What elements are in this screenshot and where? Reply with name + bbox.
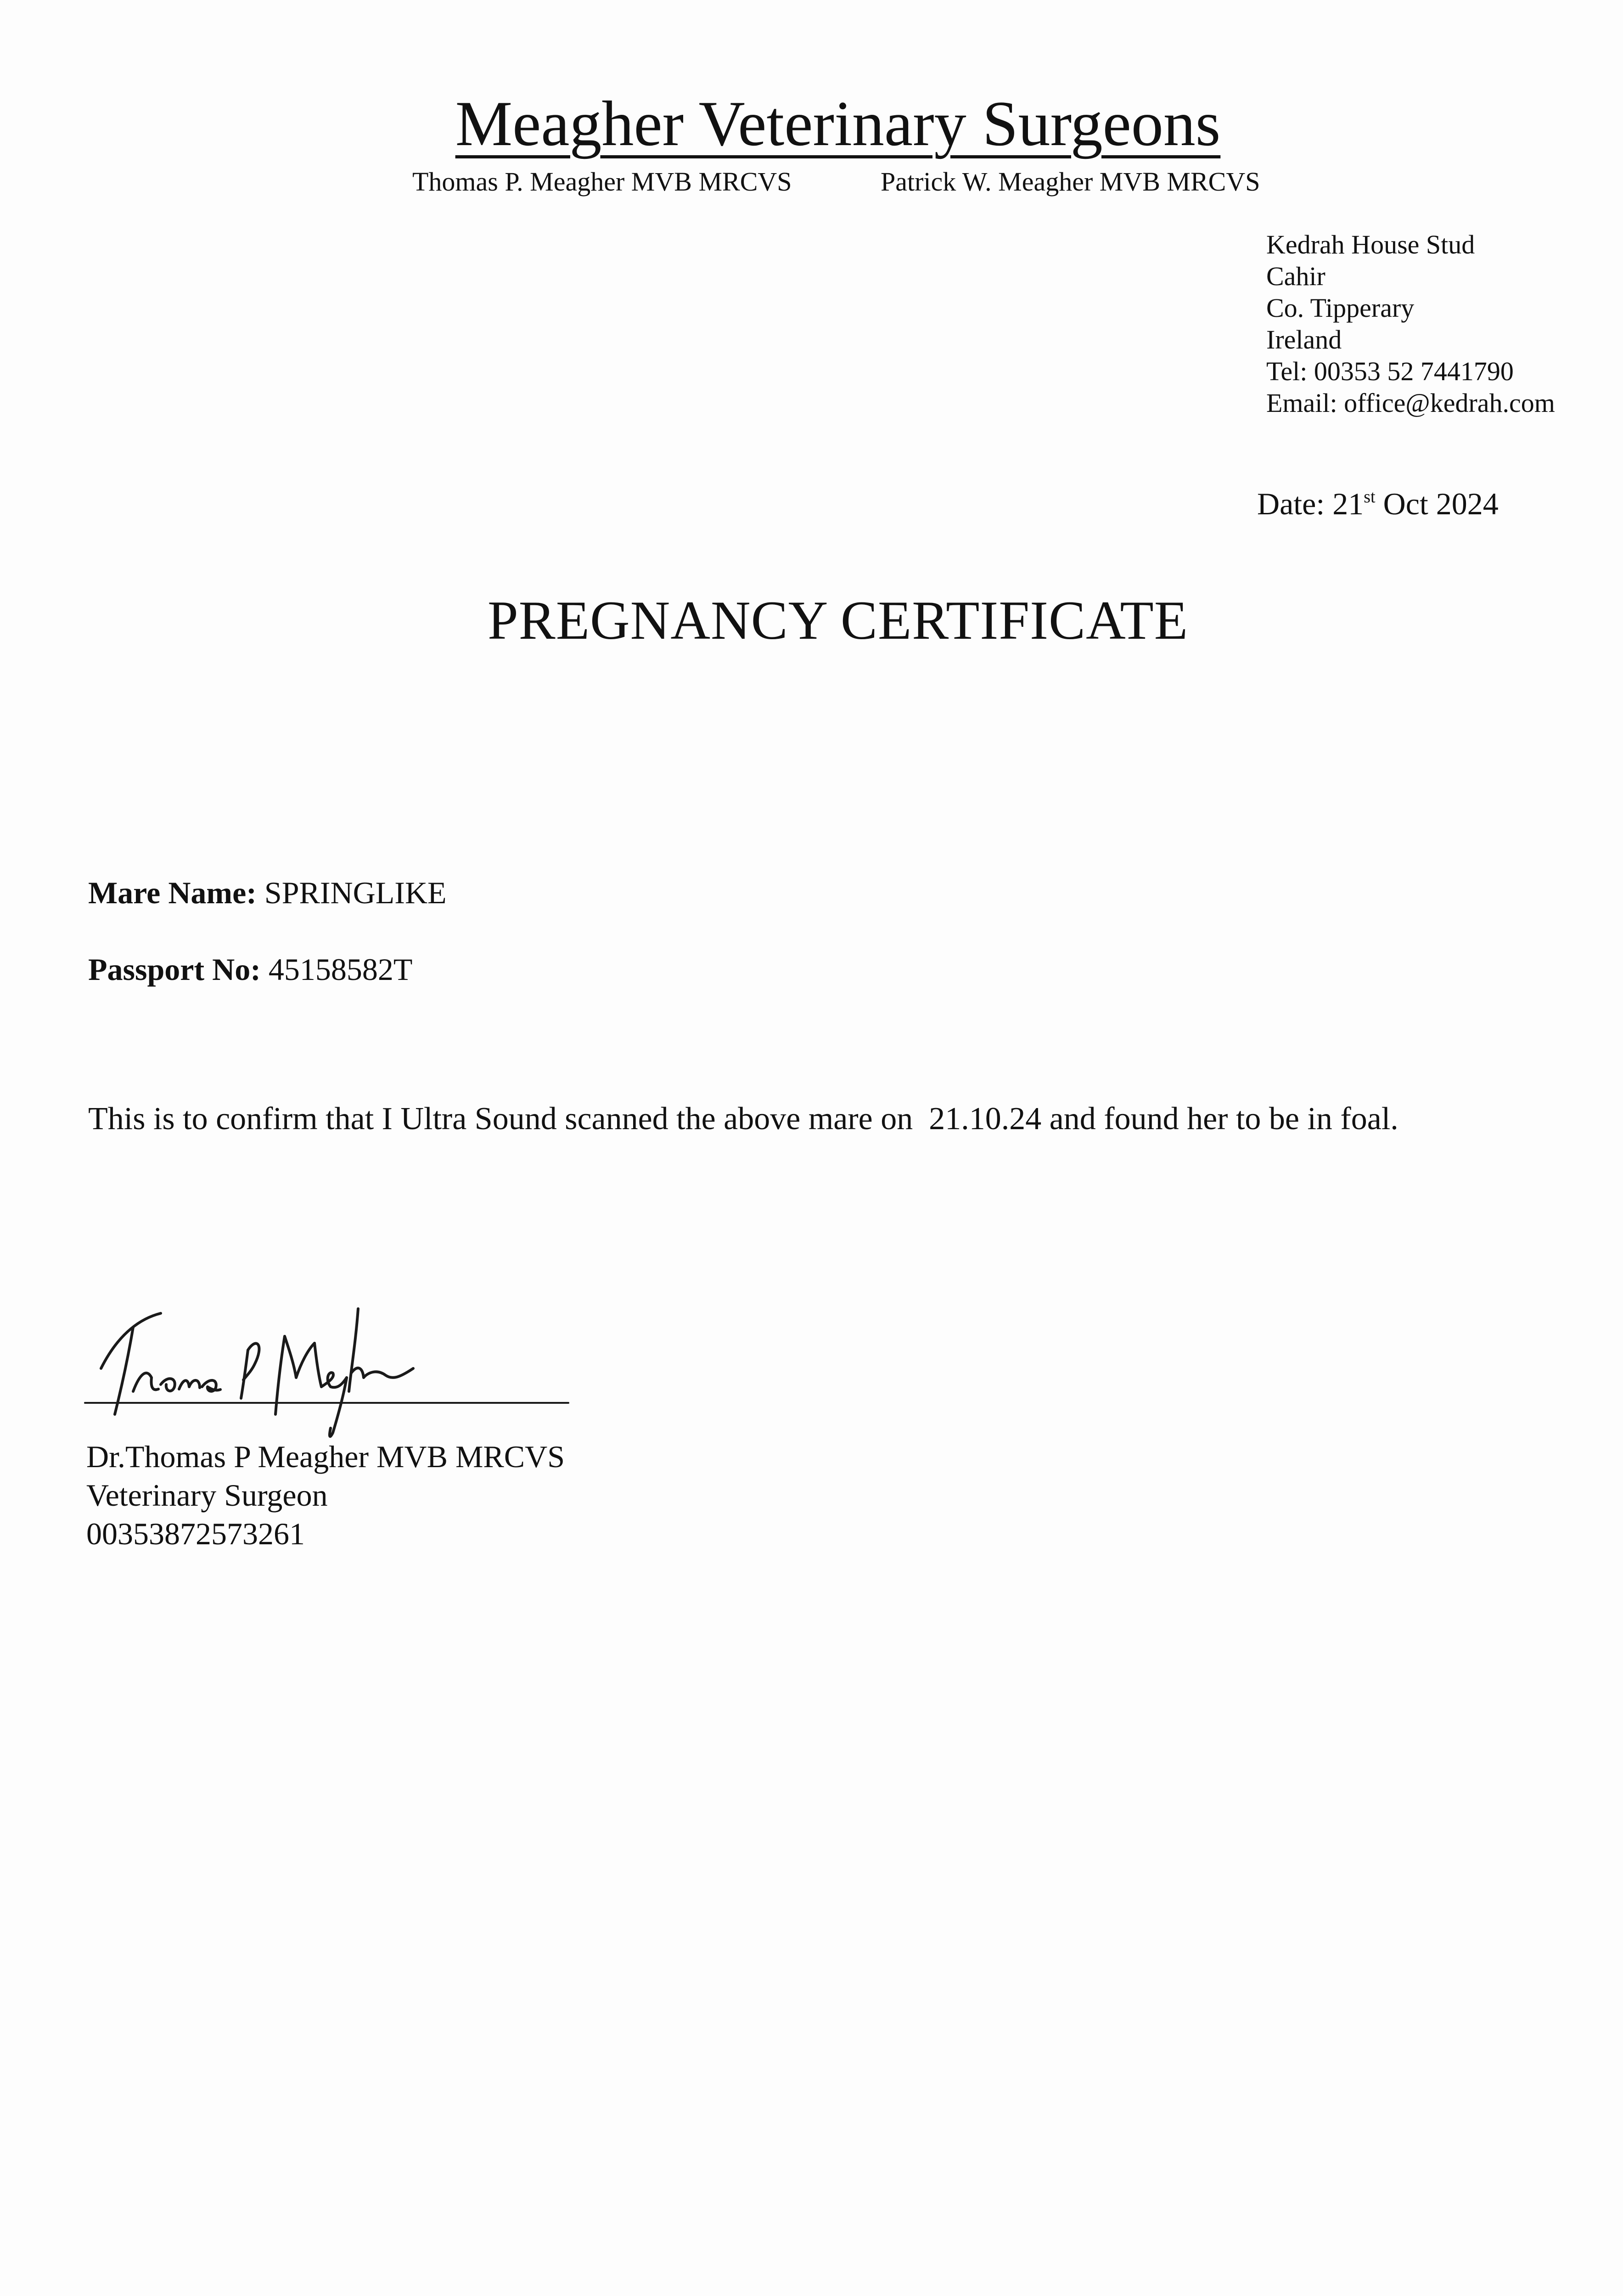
partner-name-1: Thomas P. Meagher MVB MRCVS <box>412 167 792 197</box>
date-ordinal-suffix: st <box>1364 487 1376 506</box>
confirmation-statement: This is to confirm that I Ultra Sound scanned the above mare on 21.10.24 and found her to be in foal. <box>88 1101 1398 1137</box>
signatory-name: Dr.Thomas P Meagher MVB MRCVS <box>86 1439 565 1474</box>
mare-name-value: SPRINGLIKE <box>264 875 447 910</box>
signatory-phone: 00353872573261 <box>86 1516 305 1551</box>
address-block <box>1266 229 1555 419</box>
address-email: Email: office@kedrah.com <box>1266 388 1555 418</box>
address-line-1: Kedrah House Stud <box>1266 230 1475 259</box>
handwritten-signature <box>83 1300 569 1451</box>
date-line <box>1257 486 1499 522</box>
date-rest: Oct 2024 <box>1375 486 1499 521</box>
address-tel: Tel: 00353 52 7441790 <box>1266 356 1514 386</box>
signatory-role: Veterinary Surgeon <box>86 1478 328 1513</box>
passport-number-field <box>88 951 412 988</box>
passport-number-value: 45158582T <box>268 952 413 987</box>
passport-number-label: Passport No: <box>88 952 261 987</box>
partner-name-2: Patrick W. Meagher MVB MRCVS <box>881 167 1260 197</box>
signatory-block <box>86 1437 565 1553</box>
practice-name: Meagher Veterinary Surgeons <box>455 88 1221 159</box>
date-label: Date: 21 <box>1257 486 1364 521</box>
mare-name-field <box>88 875 447 911</box>
document-title: PREGNANCY CERTIFICATE <box>487 590 1189 651</box>
address-line-3: Co. Tipperary <box>1266 293 1415 323</box>
address-line-2: Cahir <box>1266 261 1325 291</box>
mare-name-label: Mare Name: <box>88 875 257 910</box>
address-line-4: Ireland <box>1266 325 1342 355</box>
